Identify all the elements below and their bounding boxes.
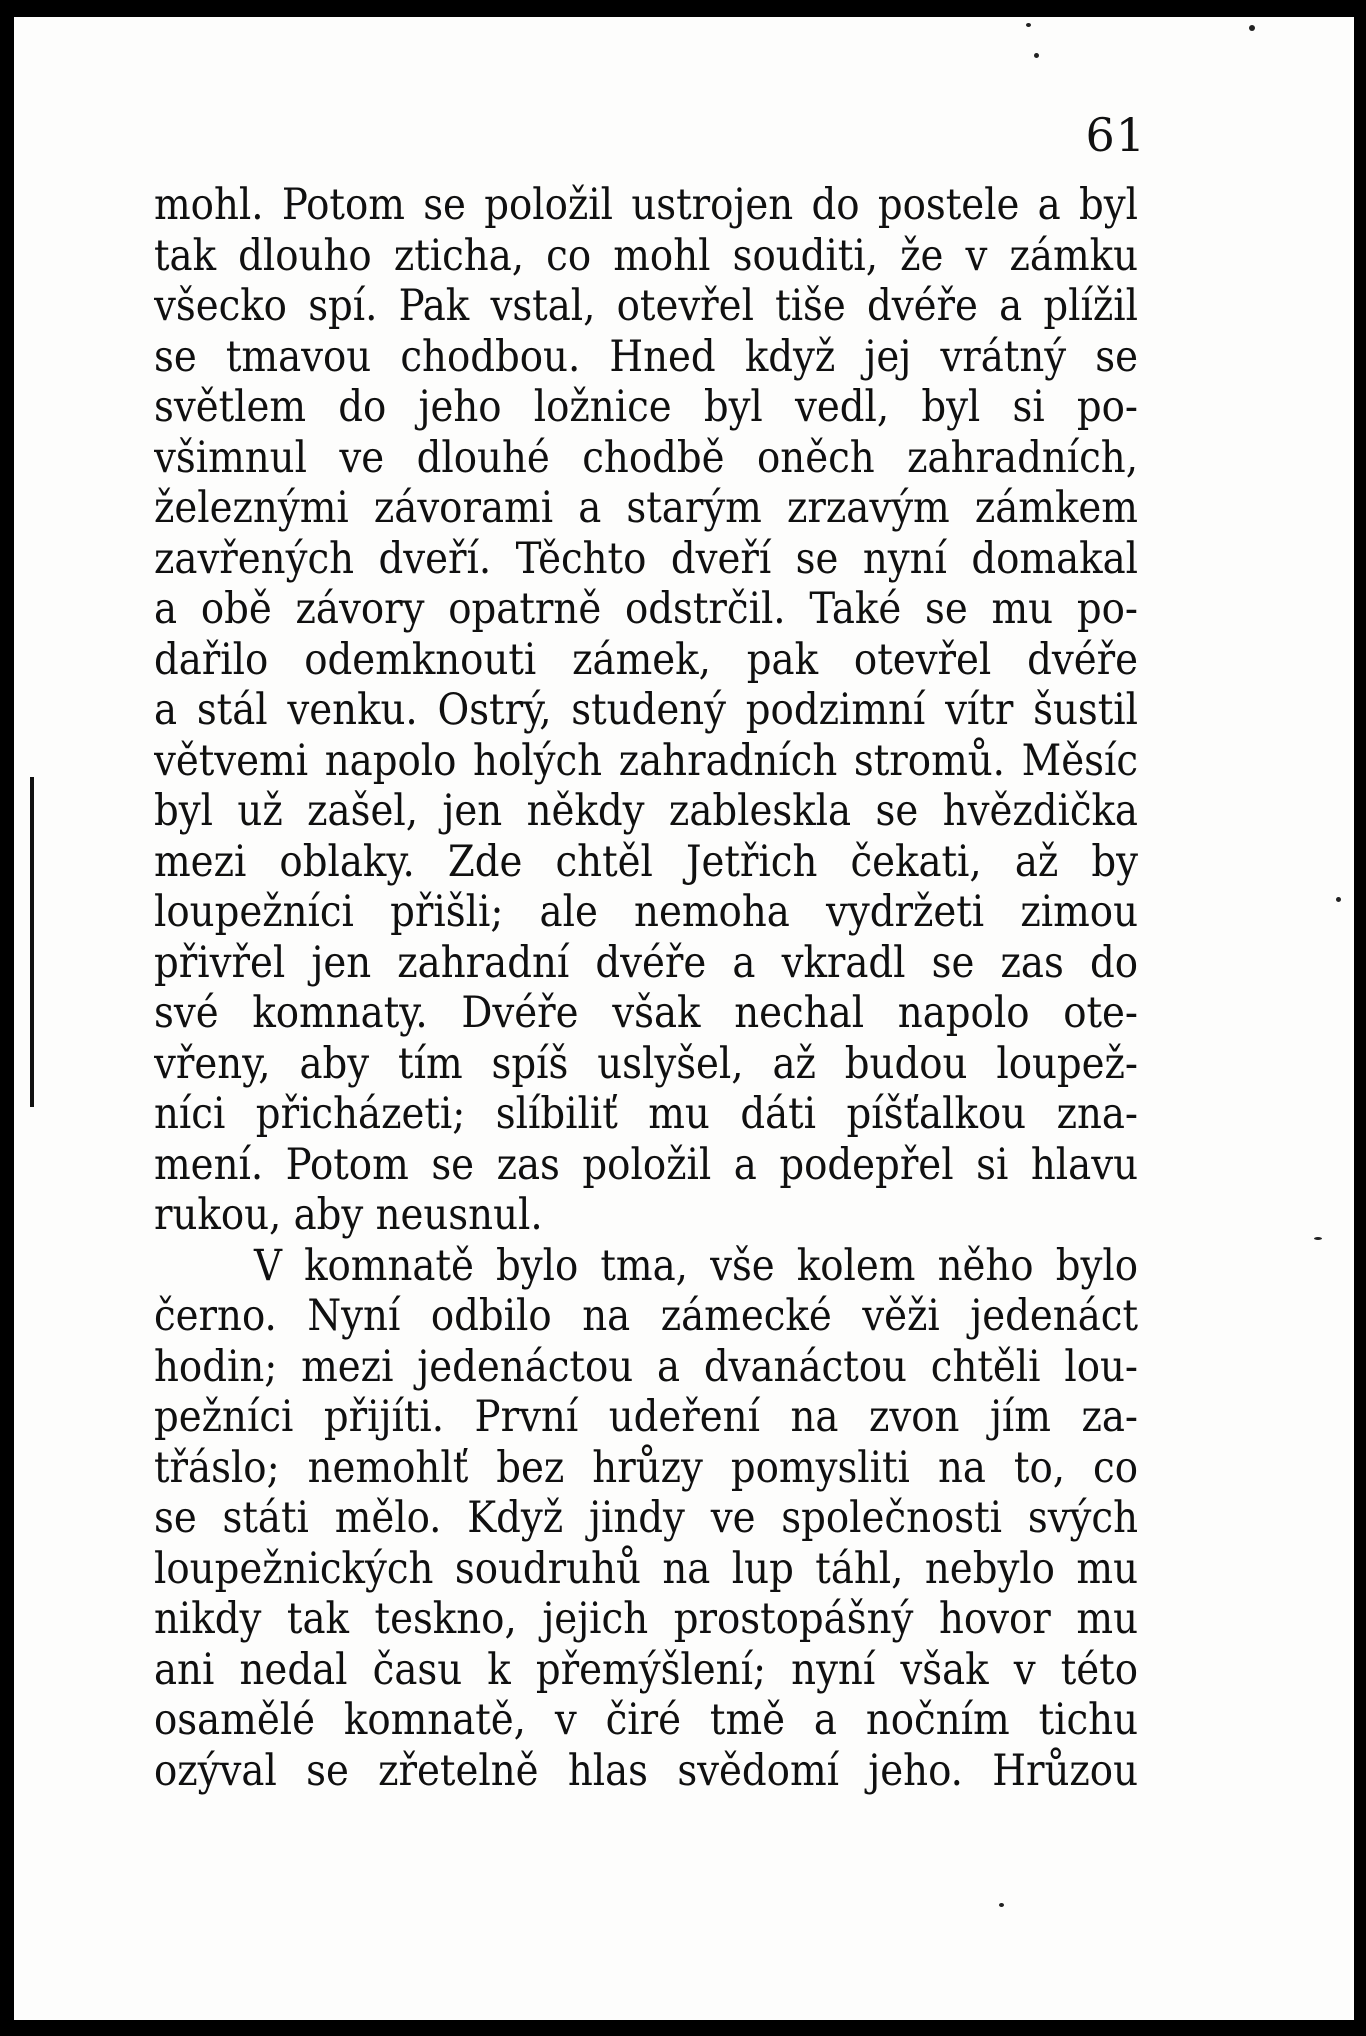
text-line: a obě závory opatrně odstrčil. Také se mu po- <box>154 584 1138 634</box>
text-line: osamělé komnatě, v čiré tmě a nočním tichu <box>154 1695 1138 1745</box>
text-line: loupežníci přišli; ale nemoha vydržeti zimou <box>154 887 1138 937</box>
scan-border-bottom <box>0 2020 1366 2036</box>
text-line: se tmavou chodbou. Hned když jej vrátný se <box>154 331 1138 382</box>
text-line: mení. Potom se zas položil a podepřel si hlavu <box>154 1139 1138 1190</box>
page-number: 61 <box>1085 108 1146 162</box>
text-line: ani nedal času k přemýšlení; nyní však v této <box>154 1644 1138 1695</box>
text-line: loupežnických soudruhů na lup táhl, nebylo mu <box>154 1543 1138 1594</box>
paragraph-start-line: V komnatě bylo tma, vše kolem něho bylo <box>254 1240 1138 1291</box>
text-line: své komnaty. Dvéře však nechal napolo ote- <box>154 988 1138 1038</box>
text-line: a stál venku. Ostrý, studený podzimní vítr šustil <box>154 685 1138 735</box>
dust-speck <box>999 1903 1004 1907</box>
text-line: byl už zašel, jen někdy zableskla se hvězdička <box>154 786 1138 836</box>
scan-border-left <box>0 0 14 2036</box>
text-line: zavřených dveří. Těchto dveří se nyní domakal <box>154 533 1138 584</box>
text-line: nikdy tak teskno, jejich prostopášný hovor mu <box>154 1594 1138 1644</box>
dust-speck <box>1249 25 1255 31</box>
text-line: pežníci přijíti. První udeření na zvon jím za- <box>154 1392 1138 1442</box>
text-line: třáslo; nemohlť bez hrůzy pomysliti na to, co <box>154 1442 1138 1493</box>
text-line: světlem do jeho ložnice byl vedl, byl si po- <box>154 382 1138 432</box>
text-line: ozýval se zřetelně hlas svědomí jeho. Hrůzou <box>154 1745 1138 1796</box>
dust-speck <box>1026 23 1031 27</box>
text-line: mezi oblaky. Zde chtěl Jetřich čekati, až by <box>154 836 1138 887</box>
text-line: vřeny, aby tím spíš uslyšel, až budou loupež- <box>154 1038 1138 1089</box>
text-line: se státi mělo. Když jindy ve společnosti svých <box>154 1493 1138 1543</box>
scan-border-top <box>0 0 1366 17</box>
text-line: tak dlouho zticha, co mohl souditi, že v zámku <box>154 230 1138 281</box>
text-line: hodin; mezi jedenáctou a dvanáctou chtěli lou- <box>154 1341 1138 1392</box>
text-line: železnými závorami a starým zrzavým zámkem <box>154 483 1138 533</box>
text-line: přivřel jen zahradní dvéře a vkradl se zas do <box>154 937 1138 988</box>
dust-speck <box>1336 897 1341 902</box>
scan-border-right <box>1354 0 1366 2036</box>
text-line: všimnul ve dlouhé chodbě oněch zahradních, <box>154 432 1138 483</box>
text-line: větvemi napolo holých zahradních stromů. Měsíc <box>154 735 1138 786</box>
text-line: níci přicházeti; slíbiliť mu dáti píšťalkou zna- <box>154 1089 1138 1139</box>
text-line: všecko spí. Pak vstal, otevřel tiše dvéře a plížil <box>154 281 1138 331</box>
page-edge-mark <box>30 777 34 1107</box>
dust-speck <box>1034 53 1039 58</box>
text-line: dařilo odemknouti zámek, pak otevřel dvéře <box>154 634 1138 685</box>
dust-speck <box>1314 1237 1322 1240</box>
text-line: mohl. Potom se položil ustrojen do postele a byl <box>154 180 1138 230</box>
text-line: černo. Nyní odbilo na zámecké věži jedenáct <box>154 1291 1138 1341</box>
paragraph-end-line: rukou, aby neusnul. <box>154 1190 543 1240</box>
body-text <box>154 180 1138 1796</box>
